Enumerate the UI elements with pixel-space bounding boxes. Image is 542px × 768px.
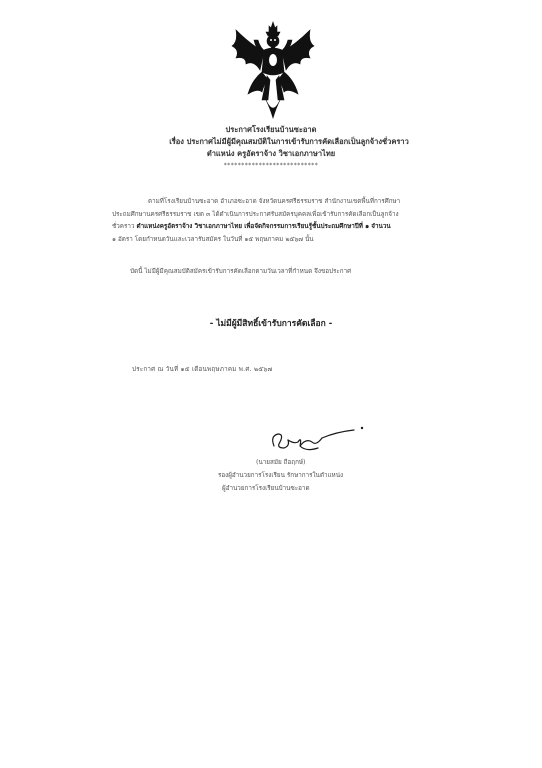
body-line: ตามที่โรงเรียนบ้านซะอาด อำเภอซะอาด จังหวัดนครศรีธรรมราช สำนักงานเขตพื้นที่การศึกษา: [148, 198, 401, 205]
announcement-title: [0, 124, 542, 172]
body-paragraph: [112, 196, 412, 246]
school-announcement-heading: ประกาศโรงเรียนบ้านซะอาด: [225, 125, 317, 134]
announcement-date: ประกาศ ณ วันที่ ๑๕ เดือนพฤษภาคม พ.ศ. ๒๕๖๗: [132, 366, 273, 373]
body-line: ชั่วคราว: [112, 223, 137, 231]
body-line: ประถมศึกษานครศรีธรรมราช เขต ๓ ได้ดำเนินการประกาศรับสมัครบุคคลเพื่อเข้ารับการคัดเลือกเป็นลูกจ้าง: [112, 210, 399, 218]
garuda-emblem-icon: [226, 20, 320, 120]
stars-divider: ***************************: [223, 162, 319, 169]
body-line-bold: ตำแหน่งครูอัตราจ้าง วิชาเอกภาษาไทย เพื่อจัดกิจกรรมการเรียนรู้ชั้นประถมศึกษาปีที่ ๑ จำนวน: [136, 223, 391, 231]
announcement-subject: เรื่อง ประกาศไม่มีผู้มีคุณสมบัติในการเข้ารับการคัดเลือกเป็นลูกจ้างชั่วคราว: [169, 137, 409, 146]
result-statement: - ไม่มีผู้มีสิทธิ์เข้ารับการคัดเลือก -: [209, 319, 333, 329]
handwritten-signature-icon: [266, 424, 376, 458]
signer-block: [218, 456, 418, 495]
announcement-position: ตำแหน่ง ครูอัตราจ้าง วิชาเอกภาษาไทย: [206, 149, 336, 158]
body-line: ๑ อัตรา โดยกำหนดวันและเวลารับสมัคร ในวันที่ ๑๕ พฤษภาคม ๒๕๖๗ นั้น: [112, 235, 314, 243]
signer-position: ผู้อำนวยการโรงเรียนบ้านซะอาด: [222, 485, 310, 492]
notice-line: บัดนี้ ไม่มีผู้มีคุณสมบัติสมัครเข้ารับการคัดเลือกตามวันเวลาที่กำหนด จึงขอประกาศ: [130, 268, 352, 275]
signer-position: รองผู้อำนวยการโรงเรียน รักษาการในตำแหน่ง: [218, 472, 344, 479]
signer-name: (นายสมัย ถือฤกษ์): [256, 459, 306, 466]
